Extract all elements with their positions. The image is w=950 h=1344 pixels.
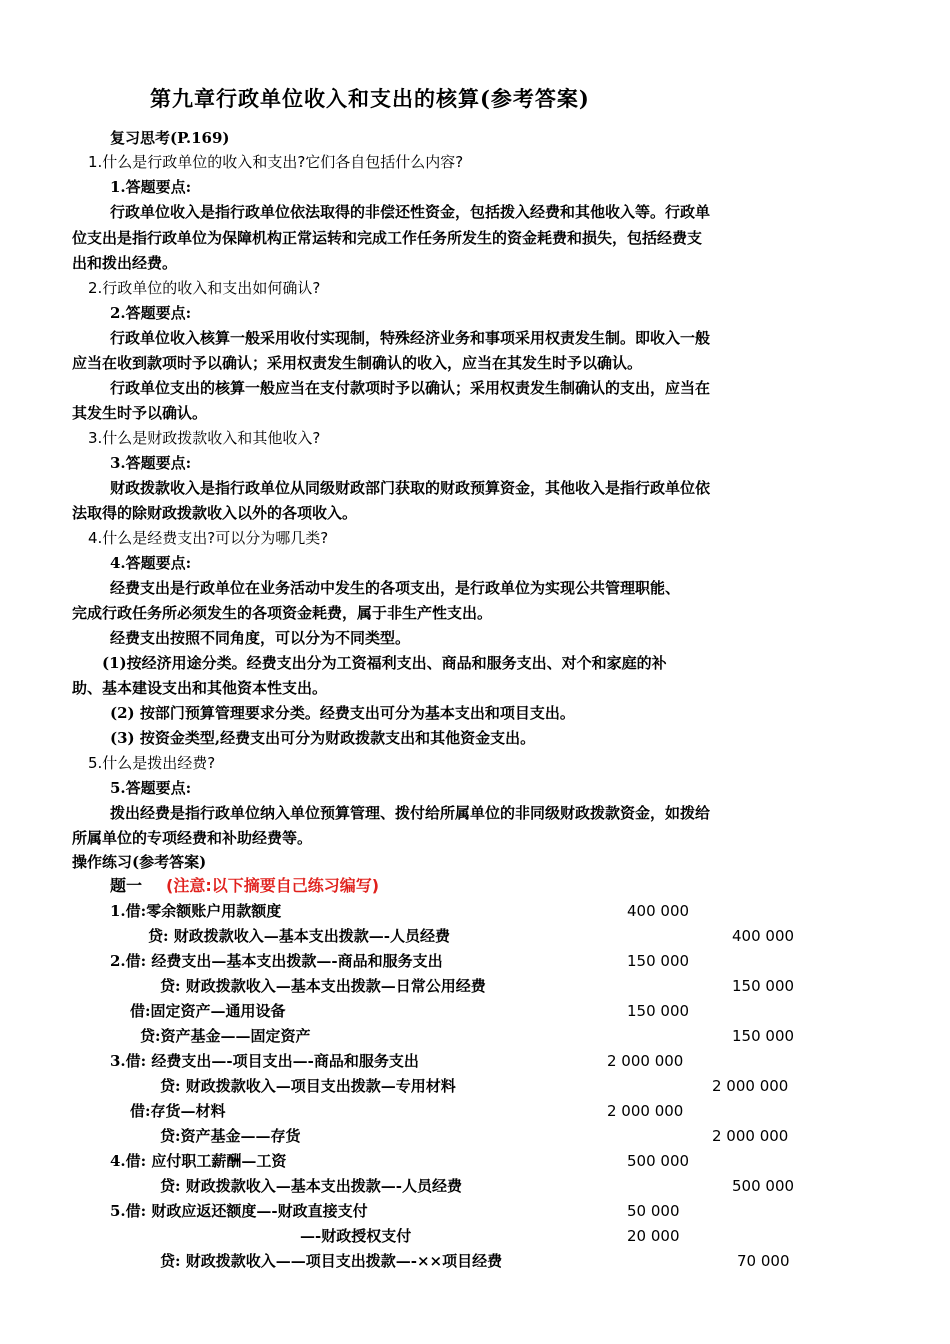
answer-4-item: (3) 按资金类型,经费支出可分为财政拨款支出和其他资金支出。: [110, 729, 536, 747]
question-3: 3.什么是财政拨款收入和其他收入?: [88, 429, 321, 447]
journal-entry-text: 贷: 财政拨款收入——项目支出拨款—-××项目经费: [160, 1252, 503, 1270]
answer-2-line: 应当在收到款项时予以确认；采用权责发生制确认的收入，应当在其发生时予以确认。: [72, 354, 643, 372]
exercise-note: (注意:以下摘要自己练习编写): [166, 876, 380, 895]
answer-5-line: 所属单位的专项经费和补助经费等。: [72, 829, 313, 847]
debit-amount: 150 000: [627, 1002, 690, 1020]
answer-3-label: 3.答题要点:: [110, 454, 192, 472]
question-4: 4.什么是经费支出?可以分为哪几类?: [88, 529, 329, 547]
debit-amount: 2 000 000: [607, 1052, 684, 1070]
credit-amount: 400 000: [732, 927, 795, 945]
credit-amount: 2 000 000: [712, 1077, 789, 1095]
journal-entry-text: 贷:资产基金——固定资产: [140, 1027, 311, 1045]
debit-amount: 50 000: [627, 1202, 680, 1220]
journal-entry-text: 2.借: 经费支出—基本支出拨款—-商品和服务支出: [110, 952, 443, 970]
journal-entry-text: 5.借: 财政应返还额度—-财政直接支付: [110, 1202, 368, 1220]
credit-amount: 500 000: [732, 1177, 795, 1195]
credit-amount: 150 000: [732, 1027, 795, 1045]
journal-entry-text: 贷:资产基金——存货: [160, 1127, 301, 1145]
journal-entry-text: 借:固定资产—通用设备: [130, 1002, 286, 1020]
journal-entry-text: 贷: 财政拨款收入—基本支出拨款—-人员经费: [148, 927, 450, 945]
answer-4-line: 完成行政任务所必须发生的各项资金耗费，属于非生产性支出。: [72, 604, 493, 622]
answer-1-line: 行政单位收入是指行政单位依法取得的非偿还性资金，包括拨入经费和其他收入等。行政单: [110, 203, 711, 221]
journal-entry-text: 贷: 财政拨款收入—基本支出拨款—-人员经费: [160, 1177, 462, 1195]
answer-4-item: (2) 按部门预算管理要求分类。经费支出可分为基本支出和项目支出。: [110, 704, 575, 722]
journal-entry-text: 贷: 财政拨款收入—项目支出拨款—专用材料: [160, 1077, 456, 1095]
debit-amount: 150 000: [627, 952, 690, 970]
answer-2-line: 行政单位支出的核算一般应当在支付款项时予以确认；采用权责发生制确认的支出，应当在: [110, 379, 711, 397]
credit-amount: 150 000: [732, 977, 795, 995]
answer-4-item: 助、基本建设支出和其他资本性支出。: [72, 679, 328, 697]
journal-entry-text: 4.借: 应付职工薪酬—工资: [110, 1152, 287, 1170]
answer-4-line: 经费支出按照不同角度，可以分为不同类型。: [110, 629, 411, 647]
debit-amount: 500 000: [627, 1152, 690, 1170]
answer-1-line: 位支出是指行政单位为保障机构正常运转和完成工作任务所发生的资金耗费和损失，包括经费支: [72, 229, 703, 247]
answer-2-line: 其发生时予以确认。: [72, 404, 208, 422]
exercise-heading: 操作练习(参考答案): [72, 853, 207, 871]
page-title: 第九章行政单位收入和支出的核算(参考答案): [150, 86, 590, 111]
question-5: 5.什么是拨出经费?: [88, 754, 216, 772]
debit-amount: 20 000: [627, 1227, 680, 1245]
credit-amount: 70 000: [737, 1252, 790, 1270]
answer-2-line: 行政单位收入核算一般采用收付实现制，特殊经济业务和事项采用权责发生制。即收入一般: [110, 329, 711, 347]
answer-3-line: 法取得的除财政拨款收入以外的各项收入。: [72, 504, 358, 522]
answer-4-label: 4.答题要点:: [110, 554, 192, 572]
journal-entry-text: —-财政授权支付: [300, 1227, 412, 1245]
journal-entry-text: 借:存货—材料: [130, 1102, 226, 1120]
answer-3-line: 财政拨款收入是指行政单位从同级财政部门获取的财政预算资金，其他收入是指行政单位依: [110, 479, 711, 497]
debit-amount: 2 000 000: [607, 1102, 684, 1120]
answer-4-item: (1)按经济用途分类。经费支出分为工资福利支出、商品和服务支出、对个和家庭的补: [102, 654, 667, 672]
answer-5-line: 拨出经费是指行政单位纳入单位预算管理、拨付给所属单位的非同级财政拨款资金，如拨给: [110, 804, 711, 822]
journal-entry-text: 贷: 财政拨款收入—基本支出拨款—日常公用经费: [160, 977, 486, 995]
answer-1-line: 出和拨出经费。: [72, 254, 178, 272]
review-heading: 复习思考(P.169): [110, 129, 230, 147]
answer-1-label: 1.答题要点:: [110, 178, 192, 196]
journal-entry-text: 3.借: 经费支出—-项目支出—-商品和服务支出: [110, 1052, 419, 1070]
debit-amount: 400 000: [627, 902, 690, 920]
credit-amount: 2 000 000: [712, 1127, 789, 1145]
answer-5-label: 5.答题要点:: [110, 779, 192, 797]
question-2: 2.行政单位的收入和支出如何确认?: [88, 279, 321, 297]
problem-label: 题一: [110, 876, 143, 895]
answer-2-label: 2.答题要点:: [110, 304, 192, 322]
answer-4-line: 经费支出是行政单位在业务活动中发生的各项支出，是行政单位为实现公共管理职能、: [110, 579, 681, 597]
question-1: 1.什么是行政单位的收入和支出?它们各自包括什么内容?: [88, 153, 464, 171]
journal-entry-text: 1.借:零余额账户用款额度: [110, 902, 282, 920]
